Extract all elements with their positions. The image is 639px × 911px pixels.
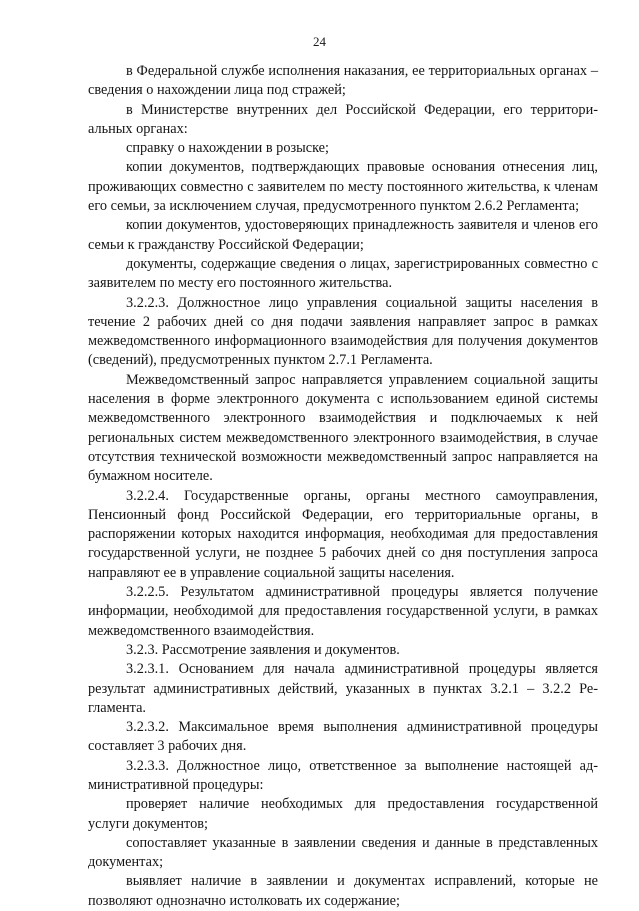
paragraph: 3.2.2.4. Государственные органы, органы местного самоуправления, Пенсионный фонд Российской Федерации, его территориальные органы, в распоряжении которых находится информация, необходимая для предоставления государственной услуги, не позднее 5 рабочих дней со дня поступления запроса направляют ее в управление социальной защиты населения. [88, 487, 598, 581]
section-heading: 3.2.3. Рассмотрение заявления и документов. [126, 641, 400, 658]
paragraph: 3.2.2.5. Результатом административной процедуры является получение информации, необходимой для предоставления государственной услуги, в рамках межведомственного взаимодействия. [88, 584, 598, 639]
paragraph: в Министерстве внутренних дел Российской Федерации, его территориальных органах: [88, 101, 598, 137]
paragraph: Межведомственный запрос направляется управлением социальной защиты населения в форме электронного документа с использованием единой системы межведомственного электронного взаимодействия и подключаемых к ней региональных систем межведомственного электронного взаимодействия, в случае отсутствия технической возможности межведомственный запрос направляется на бумажном носителе. [88, 371, 598, 485]
list-item: проверяет наличие необходимых для предоставления государственной услуги документов; [88, 796, 598, 832]
paragraph: 3.2.3.1. Основанием для начала административной процедуры является результат административных действий, указанных в пунктах 3.2.1 – 3.2.2 Регламента. [88, 661, 598, 716]
document-body [88, 62, 598, 911]
page-number: 24 [313, 34, 326, 49]
paragraph: 3.2.3.2. Максимальное время выполнения административной процедуры составляет 3 рабочих дня. [88, 719, 598, 755]
paragraph: копии документов, удостоверяющих принадлежность заявителя и членов его семьи к гражданству Российской Федерации; [88, 217, 598, 253]
list-item: выявляет наличие в заявлении и документах исправлений, которые не позволяют однозначно истолковать их содержание; [88, 873, 598, 909]
paragraph: справку о нахождении в розыске; [126, 140, 329, 157]
paragraph: 3.2.3.3. Должностное лицо, ответственное за выполнение настоящей административной процедуры: [88, 757, 598, 793]
paragraph: копии документов, подтверждающих правовые основания отнесения лиц, проживающих совместно с заявителем по месту постоянного жительства, к членам его семьи, за исключением случая, предусмотренного пунктом 2.6.2 Регламента; [88, 159, 598, 215]
paragraph: 3.2.2.3. Должностное лицо управления социальной защиты населения в течение 2 рабочих дней со дня подачи заявления направляет запрос в рамках межведомственного информационного взаимодействия для получения документов (сведений), предусмотренных пунктом 2.7.1 Регламента. [88, 294, 598, 369]
list-item: сопоставляет указанные в заявлении сведения и данные в представленных документах; [88, 834, 598, 871]
paragraph: в Федеральной службе исполнения наказания, ее территориальных органах – сведения о нахождении лица под стражей; [88, 63, 598, 99]
paragraph: документы, содержащие сведения о лицах, зарегистрированных совместно с заявителем по месту его постоянного жительства. [88, 255, 598, 292]
